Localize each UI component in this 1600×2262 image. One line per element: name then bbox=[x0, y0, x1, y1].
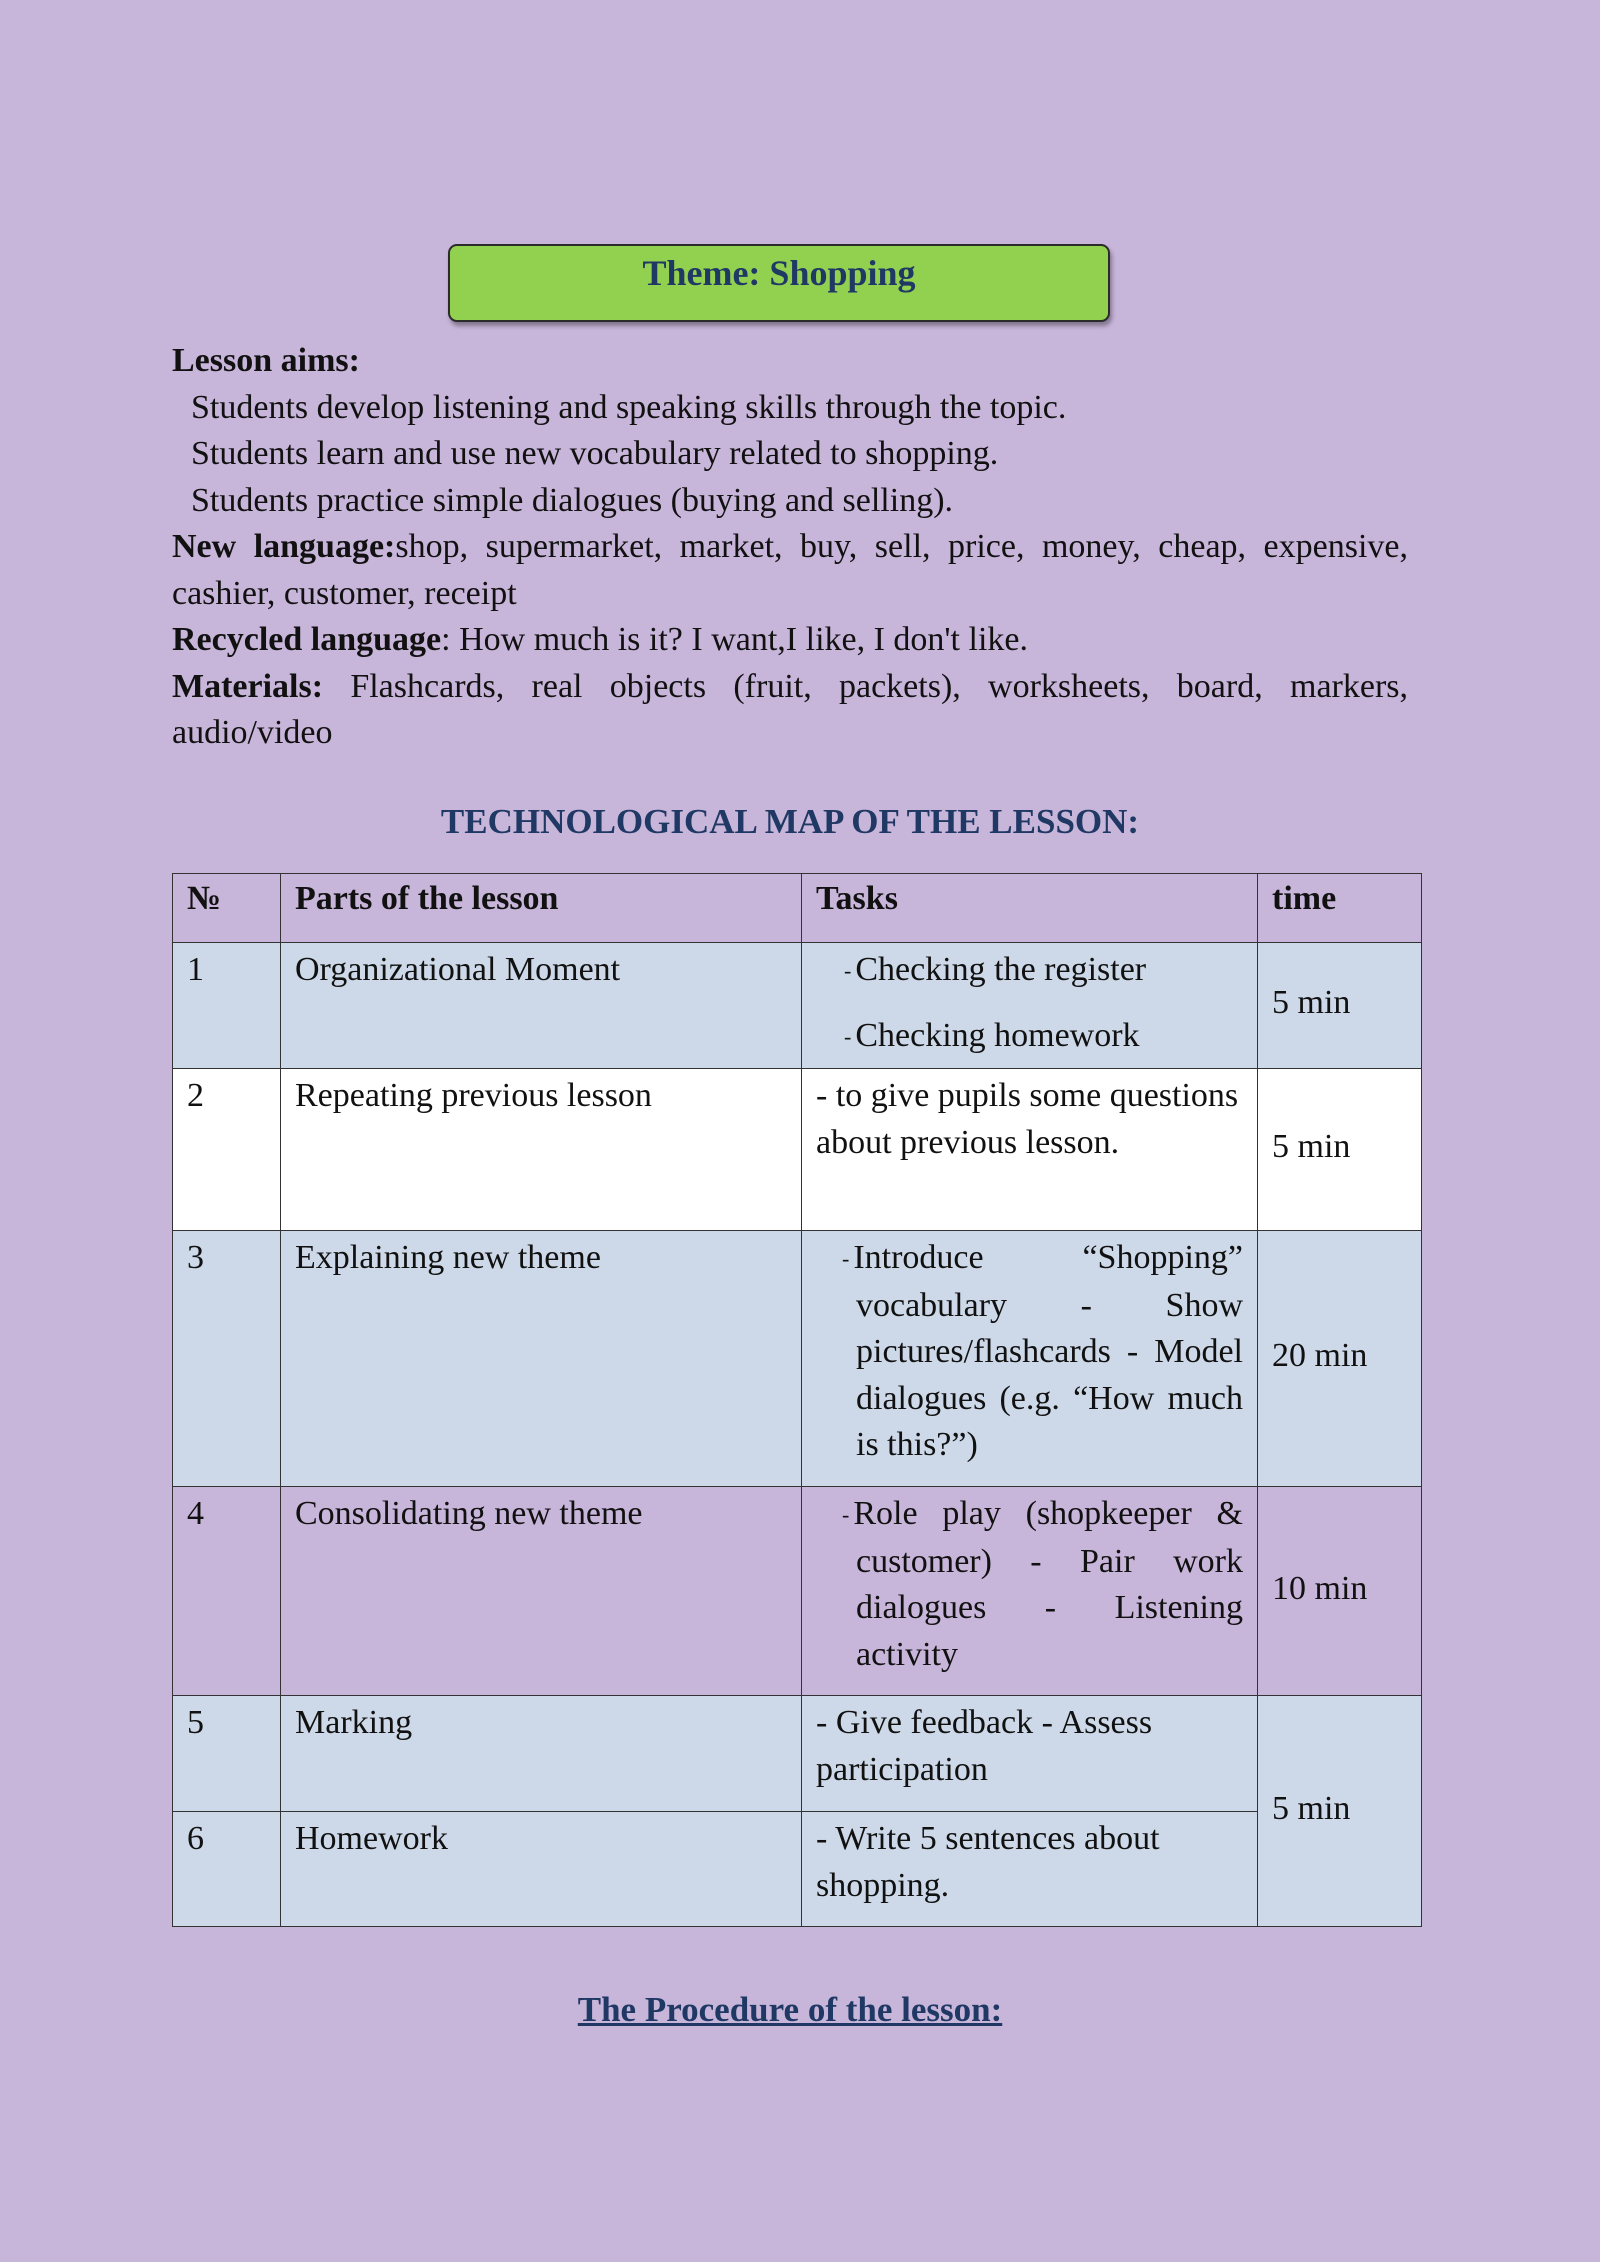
theme-banner bbox=[448, 244, 1110, 322]
new-language-paragraph bbox=[172, 524, 1408, 617]
row-time: 20 min bbox=[1258, 1231, 1422, 1487]
recycled-language-paragraph bbox=[172, 617, 1408, 664]
table-header-row bbox=[173, 874, 1422, 943]
lesson-intro bbox=[172, 338, 1408, 757]
materials-paragraph bbox=[172, 664, 1408, 757]
row-tasks bbox=[802, 1231, 1258, 1487]
row-time: 5 min bbox=[1258, 1696, 1422, 1927]
table-row bbox=[173, 943, 1422, 1069]
row-number: 1 bbox=[173, 943, 281, 1069]
materials-label: Materials: bbox=[172, 667, 324, 705]
task-text: - Introduce “Shopping” vocabulary - Show pictures/flashcards - Model dialogues (e.g. “How much is this?”) bbox=[842, 1239, 1243, 1463]
materials-text: Flashcards, real objects (fruit, packets), worksheets, board, markers, audio/video bbox=[172, 667, 1408, 751]
lesson-aim-item: Students learn and use new vocabulary related to shopping. bbox=[191, 435, 999, 472]
row-part: Homework bbox=[281, 1812, 802, 1927]
table-row bbox=[173, 1231, 1422, 1487]
row-number: 4 bbox=[173, 1487, 281, 1696]
header-number: № bbox=[173, 874, 281, 943]
task-item: - Checking the register bbox=[844, 951, 1147, 988]
table-row bbox=[173, 1069, 1422, 1231]
row-part: Explaining new theme bbox=[281, 1231, 802, 1487]
row-time: 5 min bbox=[1258, 1069, 1422, 1231]
row-time: 5 min bbox=[1258, 943, 1422, 1069]
row-part: Organizational Moment bbox=[281, 943, 802, 1069]
lesson-aim-item: Students develop listening and speaking skills through the topic. bbox=[191, 388, 1067, 426]
table-row bbox=[173, 1487, 1422, 1696]
row-tasks: - Give feedback - Assess participation bbox=[802, 1696, 1258, 1812]
task-item: - Checking homework bbox=[844, 1016, 1140, 1054]
new-language-text: shop, supermarket, market, buy, sell, price, money, cheap, expensive, cashier, customer, receipt bbox=[172, 528, 1408, 612]
recycled-language-text: : How much is it? I want,I like, I don't like. bbox=[441, 621, 1028, 658]
map-title: TECHNOLOGICAL MAP OF THE LESSON: bbox=[440, 802, 1140, 841]
row-tasks bbox=[802, 1487, 1258, 1696]
row-number: 5 bbox=[173, 1696, 281, 1812]
table-row bbox=[173, 1812, 1422, 1927]
lesson-aim-item: Students practice simple dialogues (buying and selling). bbox=[191, 481, 954, 519]
table-row bbox=[173, 1696, 1422, 1812]
row-number: 2 bbox=[173, 1069, 281, 1231]
header-parts: Parts of the lesson bbox=[281, 874, 802, 943]
row-time: 10 min bbox=[1258, 1487, 1422, 1696]
row-tasks bbox=[802, 943, 1258, 1069]
row-number: 6 bbox=[173, 1812, 281, 1927]
header-time: time bbox=[1258, 874, 1422, 943]
lesson-aims-heading: Lesson aims: bbox=[172, 342, 360, 379]
row-part: Consolidating new theme bbox=[281, 1487, 802, 1696]
lesson-map-table bbox=[172, 873, 1422, 1927]
procedure-heading: The Procedure of the lesson: bbox=[577, 1990, 1003, 2029]
header-tasks: Tasks bbox=[802, 874, 1258, 943]
new-language-label: New language: bbox=[172, 528, 396, 565]
row-tasks: - Write 5 sentences about shopping. bbox=[802, 1812, 1258, 1927]
row-part: Repeating previous lesson bbox=[281, 1069, 802, 1231]
row-tasks: - to give pupils some questions about previous lesson. bbox=[802, 1069, 1258, 1231]
task-text: - Role play (shopkeeper & customer) - Pair work dialogues - Listening activity bbox=[842, 1495, 1243, 1673]
row-number: 3 bbox=[173, 1231, 281, 1487]
recycled-language-label: Recycled language bbox=[172, 621, 442, 658]
row-part: Marking bbox=[281, 1696, 802, 1812]
theme-title: Theme: Shopping bbox=[642, 253, 916, 293]
